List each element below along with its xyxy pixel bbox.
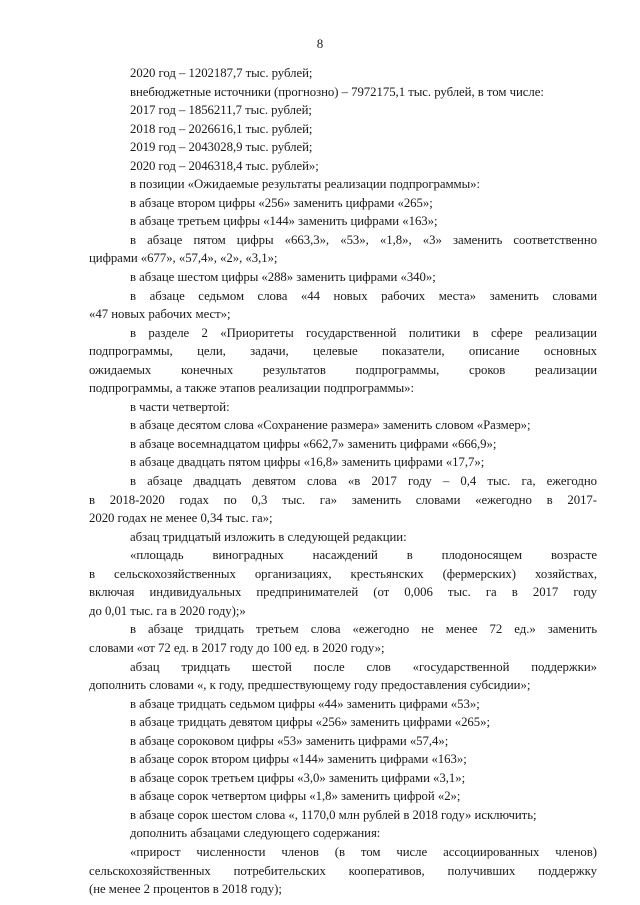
text-line: в абзаце сорок втором цифры «144» заменить цифрами «163»; <box>130 752 467 767</box>
text-line: в абзаце сорок шестом слова «, 1170,0 млн рублей в 2018 году» исключить; <box>130 807 537 822</box>
text-line: ожидаемых конечных результатов подпрограммы, сроков реализации <box>89 362 597 377</box>
text-line: словами «от 72 ед. в 2017 году до 100 ед. в 2020 году»; <box>89 640 385 655</box>
text-line: подпрограммы, а также этапов реализации подпрограммы»: <box>89 381 415 396</box>
text-line: в части четвертой: <box>130 399 230 414</box>
text-line: 2018 год – 2026616,1 тыс. рублей; <box>130 121 313 136</box>
text-line: (не менее 2 процентов в 2018 году); <box>89 882 282 897</box>
text-line: в абзаце двадцать девятом слова «в 2017 году – 0,4 тыс. га, ежегодно <box>130 474 597 489</box>
text-line: в абзаце третьем цифры «144» заменить цифрами «163»; <box>130 214 438 229</box>
text-line: в абзаце шестом цифры «288» заменить цифрами «340»; <box>130 270 436 285</box>
text-line: в абзаце пятом цифры «663,3», «53», «1,8», «3» заменить соответственно <box>130 232 597 247</box>
text-line: включая индивидуальных предпринимателей (от 0,006 тыс. га в 2017 году <box>89 585 597 600</box>
text-line: в абзаце тридцать третьем слова «ежегодно не менее 72 ед.» заменить <box>130 622 597 637</box>
text-line: в абзаце восемнадцатом цифры «662,7» заменить цифрами «666,9»; <box>130 436 497 451</box>
text-line: в абзаце сорок третьем цифры «3,0» заменить цифрами «3,1»; <box>130 770 466 785</box>
text-line: цифрами «677», «57,4», «2», «3,1»; <box>89 251 278 266</box>
text-line: в абзаце двадцать пятом цифры «16,8» заменить цифрами «17,7»; <box>130 455 485 470</box>
text-line: в позиции «Ожидаемые результаты реализации подпрограммы»: <box>130 177 480 192</box>
text-line: 2019 год – 2043028,9 тыс. рублей; <box>130 140 313 155</box>
text-line: в разделе 2 «Приоритеты государственной политики в сфере реализации <box>130 325 597 340</box>
text-line: в абзаце сорок четвертом цифры «1,8» заменить цифрой «2»; <box>130 789 461 804</box>
text-line: подпрограммы, цели, задачи, целевые показатели, описание основных <box>89 344 597 359</box>
text-line: внебюджетные источники (прогнозно) – 7972175,1 тыс. рублей, в том числе: <box>130 84 544 99</box>
text-line: дополнить абзацами следующего содержания: <box>130 826 381 841</box>
text-line: в абзаце тридцать девятом цифры «256» заменить цифрами «265»; <box>130 715 490 730</box>
text-line: в абзаце втором цифры «256» заменить цифрами «265»; <box>130 195 433 210</box>
text-line: в абзаце сороковом цифры «53» заменить цифрами «57,4»; <box>130 733 449 748</box>
text-line: сельскохозяйственных потребительских кооперативов, получивших поддержку <box>89 863 597 878</box>
text-line: в абзаце тридцать седьмом цифры «44» заменить цифрами «53»; <box>130 696 480 711</box>
text-line: 2017 год – 1856211,7 тыс. рублей; <box>130 103 312 118</box>
text-line: абзац тридцатый изложить в следующей редакции: <box>130 529 407 544</box>
text-line: 2020 год – 1202187,7 тыс. рублей; <box>130 66 313 80</box>
text-line: до 0,01 тыс. га в 2020 году);» <box>89 603 246 618</box>
text-line: в 2018-2020 годах по 0,3 тыс. га» заменить словами «ежегодно в 2017- <box>89 492 597 507</box>
text-line: в сельскохозяйственных организациях, крестьянских (фермерских) хозяйствах, <box>89 566 597 581</box>
text-line: дополнить словами «, к году, предшествующему году предоставления субсидии»; <box>89 678 531 693</box>
page-number: 8 <box>316 36 324 51</box>
text-line: «площадь виноградных насаждений в плодоносящем возрасте <box>130 548 597 563</box>
document-body <box>89 64 597 899</box>
text-line: в абзаце десятом слова «Сохранение размера» заменить словом «Размер»; <box>130 418 531 433</box>
text-line: в абзаце седьмом слова «44 новых рабочих места» заменить словами <box>130 288 597 303</box>
text-line: «прирост численности членов (в том числе ассоциированных членов) <box>130 844 597 859</box>
text-line: 2020 год – 2046318,4 тыс. рублей»; <box>130 158 319 173</box>
text-line: абзац тридцать шестой после слов «государственной поддержки» <box>130 659 597 674</box>
text-line: 2020 годах не менее 0,34 тыс. га»; <box>89 511 273 526</box>
text-line: «47 новых рабочих мест»; <box>89 307 231 322</box>
